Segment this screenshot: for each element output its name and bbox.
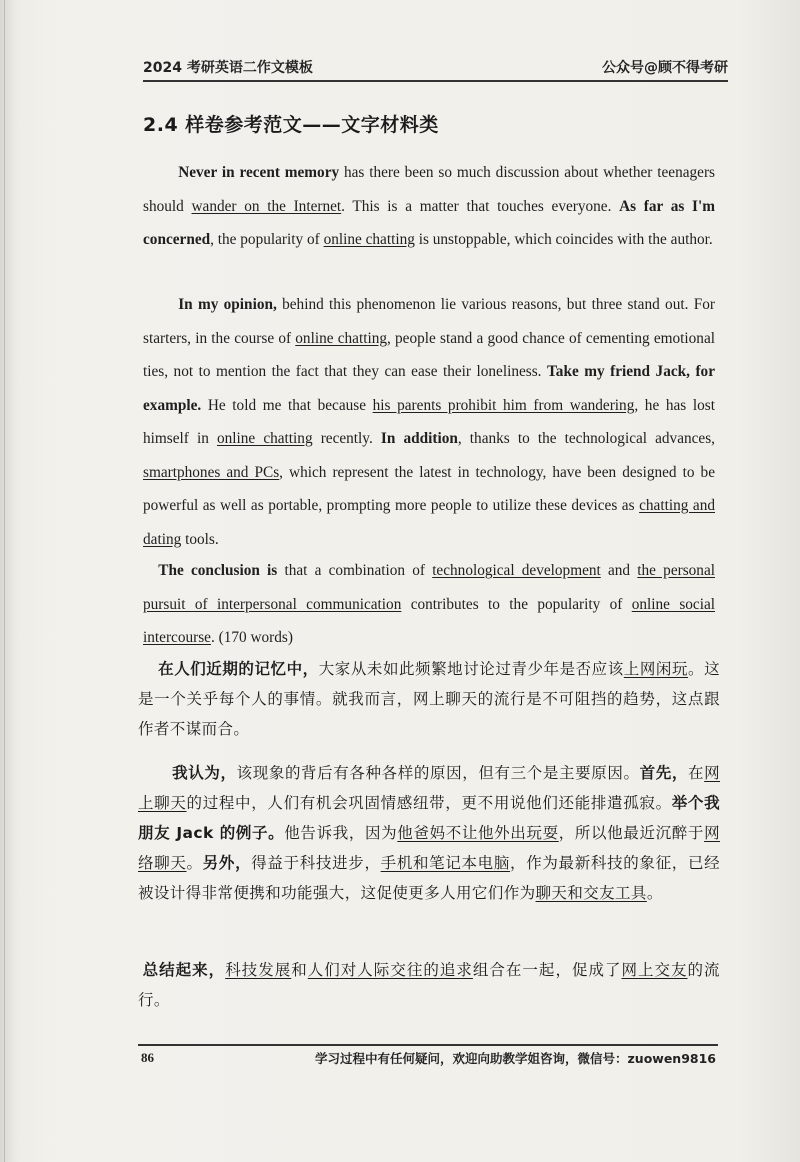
phrase-underlined: 他爸妈不让他外出玩耍	[397, 824, 559, 842]
phrase-bold: 另外，	[202, 854, 252, 872]
text-run: ，所以他最近沉醉于	[558, 824, 705, 842]
text-run: tools.	[181, 530, 219, 548]
text-run: that a combination of	[277, 562, 433, 579]
header-title: 2024 考研英语二作文模板	[143, 60, 313, 76]
chinese-paragraph-3	[138, 955, 720, 1015]
text-run: 在	[687, 764, 705, 782]
text-run: 他告诉我，因为	[284, 824, 398, 842]
header-divider	[143, 80, 728, 82]
phrase-underlined: 上网闲玩	[623, 660, 689, 678]
phrase-bold: Take my friend Jack, for example.	[143, 363, 715, 414]
english-essay-conclusion	[143, 554, 715, 655]
page-number: 86	[141, 1050, 154, 1065]
chinese-translation-1	[138, 654, 720, 744]
chinese-paragraph-1	[138, 654, 720, 744]
phrase-underlined: technological development	[432, 562, 601, 579]
phrase-underlined: 网络聊天	[138, 824, 720, 872]
chinese-translation-3	[138, 955, 720, 1015]
phrase-bold: The conclusion is	[158, 562, 278, 579]
phrase-underlined: smartphones and PCs	[143, 463, 280, 481]
phrase-bold: 举个我朋友 Jack 的例子。	[138, 794, 720, 842]
text-run: 。	[646, 884, 663, 902]
english-essay-body	[143, 288, 715, 556]
text-run: 的过程中，人们有机会巩固情感纽带，更不用说他们还能排遣孤寂。	[186, 794, 672, 812]
text-run: , he has lost himself in	[143, 396, 715, 447]
phrase-underlined: chatting and dating	[143, 497, 715, 548]
phrase-bold: 首先，	[639, 764, 688, 782]
english-essay	[143, 156, 715, 257]
phrase-underlined: the personal pursuit of interpersonal communication	[143, 562, 715, 613]
page-spine-line	[4, 0, 5, 1162]
phrase-underlined: online chatting	[216, 430, 313, 447]
text-run: . (170 words)	[210, 629, 293, 646]
text-run: 的流行。	[138, 961, 720, 1009]
phrase-underlined: 网上交友	[621, 961, 688, 979]
text-run: has there been so much discussion about whether teenagers should	[143, 164, 715, 215]
phrase-underlined: 聊天和交友工具	[535, 884, 647, 902]
phrase-underlined: 网上聊天	[138, 764, 720, 812]
text-run: 大家从未如此频繁地讨论过青少年是否应该	[318, 660, 624, 678]
phrase-bold: As far as I'm concerned	[143, 197, 716, 248]
phrase-bold: In addition	[380, 430, 458, 447]
text-run: . This is a matter that touches everyone.	[341, 197, 620, 215]
phrase-bold: In my opinion,	[178, 296, 277, 313]
page-header	[143, 55, 728, 85]
text-run: and	[600, 562, 638, 579]
text-run: , which represent the latest in technology, have been designed to be powerful as well as portable, prompting more people to utilize these devices as	[143, 463, 715, 514]
text-run: 。这是一个关乎每个人的事情。就我而言，网上聊天的流行是不可阻挡的趋势，这点跟作者不谋而合。	[138, 660, 720, 738]
text-run: 得益于科技进步，	[251, 854, 381, 872]
text-run: , people stand a good chance of cementing emotional ties, not to mention the fact that they can ease their loneliness.	[143, 329, 715, 380]
english-paragraph-3	[143, 554, 715, 655]
text-run: He told me that because	[201, 396, 373, 414]
english-paragraph-1	[143, 156, 715, 257]
text-run: is unstoppable, which coincides with the author.	[414, 231, 713, 248]
phrase-underlined: 手机和笔记本电脑	[380, 854, 511, 872]
header-account: 公众号@顾不得考研	[602, 60, 728, 76]
english-paragraph-2	[143, 288, 715, 556]
text-run: , the popularity of	[210, 231, 324, 248]
chinese-paragraph-2	[138, 758, 720, 908]
phrase-underlined: 人们对人际交往的追求	[307, 961, 473, 979]
text-run: contributes to the popularity of	[401, 595, 632, 613]
text-run: behind this phenomenon lie various reasons, but three stand out. For starters, in the course of	[143, 296, 715, 347]
text-run: , thanks to the technological advances,	[457, 430, 715, 447]
phrase-underlined: wander on the Internet	[191, 197, 342, 215]
text-run: recently.	[312, 430, 381, 447]
footer-divider	[138, 1044, 718, 1046]
phrase-bold: 我认为，	[172, 764, 237, 782]
text-run: 组合在一起，促成了	[472, 961, 622, 979]
phrase-underlined: online chatting	[295, 329, 387, 347]
chinese-translation-2	[138, 758, 720, 908]
phrase-underlined: 科技发展	[225, 961, 292, 979]
footer-note: 学习过程中有任何疑问，欢迎向助教学姐咨询，微信号：zuowen9816	[315, 1051, 716, 1066]
phrase-bold: Never in recent memory	[178, 164, 340, 181]
text-run: ，作为最新科技的象征，已经被设计得非常便携和功能强大，这促使更多人用它们作为	[138, 854, 721, 902]
text-run: 。	[186, 854, 203, 872]
phrase-underlined: online chatting	[323, 231, 415, 248]
text-run: 该现象的背后有各种各样的原因，但有三个是主要原因。	[236, 764, 640, 782]
phrase-underlined: his parents prohibit him from wandering	[372, 396, 635, 414]
phrase-underlined: online social intercourse	[143, 595, 715, 646]
phrase-bold: 总结起来，	[142, 961, 226, 979]
phrase-bold: 在人们近期的记忆中，	[158, 660, 319, 678]
section-title: 2.4 样卷参考范文——文字材料类	[143, 114, 439, 136]
text-run: 和	[291, 961, 308, 979]
